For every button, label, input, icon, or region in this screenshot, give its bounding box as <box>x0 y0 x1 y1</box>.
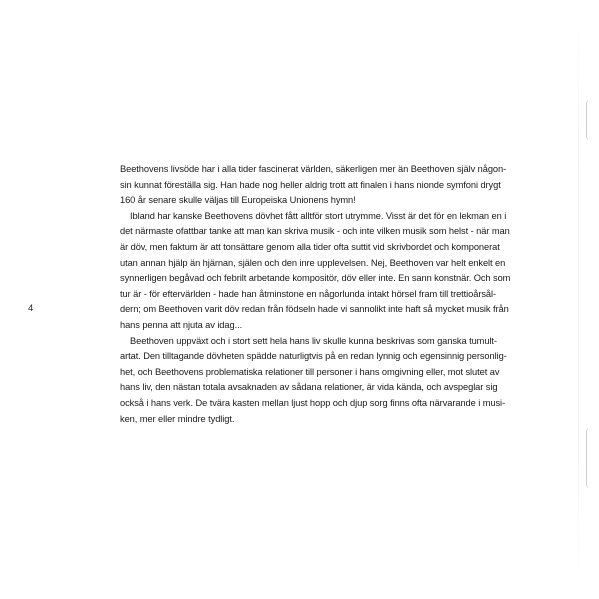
paragraph-2 <box>120 209 511 334</box>
text-line: också i hans verk. De tvära kasten mellan ljust hopp och djup sorg finns ofta närvarande i musi- <box>120 397 506 408</box>
text-line: är döv, men faktum är att tonsättare genom alla tider ofta suttit vid skrivbordet och komponerat <box>120 241 500 252</box>
text-line: het, och Beethovens problematiska relationer till personer i hans omgivning eller, mot slutet av <box>120 366 500 377</box>
text-line: tur är - för eftervärlden - hade han åtminstone en någorlunda intakt hörsel fram till trettioårsål- <box>120 288 497 299</box>
paragraph-1 <box>120 162 507 209</box>
text-line: ken, mer eller mindre tydligt. <box>120 413 235 424</box>
text-line: hans penna att njuta av idag... <box>120 319 243 330</box>
text-line: hans liv, den nästan totala avsaknaden av sådana relationer, är vida kända, och avspeglar sig <box>120 382 498 393</box>
text-line: synnerligen begåvad och febrilt arbetande kompositör, döv eller inte. En sann konstnär. Och som <box>120 273 511 284</box>
text-line: sin kunnat föreställa sig. Han hade nog heller aldrig trott att finalen i hans nionde symfoni drygt <box>120 179 501 190</box>
text-line: det närmaste ofattbar tanke att man kan skriva musik - och inte vilken musik som helst - när man <box>120 226 510 237</box>
page-edge-mark <box>586 428 599 488</box>
page-fold-shadow <box>578 0 579 599</box>
paragraph-3 <box>120 334 507 428</box>
text-line: Beethovens livsöde har i alla tider fascinerat världen, säkerligen mer än Beethoven själv någon- <box>120 164 507 174</box>
text-line: Ibland har kanske Beethovens dövhet fått alltför stort utrymme. Visst är det för en lekman en i <box>130 210 507 221</box>
text-line: dern; om Beethoven varit döv redan från födseln hade vi sannolikt inte haft så mycket musik från <box>120 304 509 315</box>
text-line: 160 år senare skulle väljas till Europeiska Unionens hymn! <box>120 195 356 206</box>
text-line: Beethoven uppväxt och i stort sett hela hans liv skulle kunna beskrivas som ganska tumult- <box>130 335 497 346</box>
body-text <box>120 162 511 427</box>
page-edge-mark <box>586 100 599 140</box>
page-number: 4 <box>28 303 34 314</box>
text-line: artat. Den tilltagande dövheten spädde naturligtvis på en redan lynnig och egensinnig personlig- <box>120 351 507 362</box>
text-line: utan annan hjälp än hjärnan, själen och den inre upplevelsen. Nej, Beethoven var helt enkelt en <box>120 257 506 268</box>
